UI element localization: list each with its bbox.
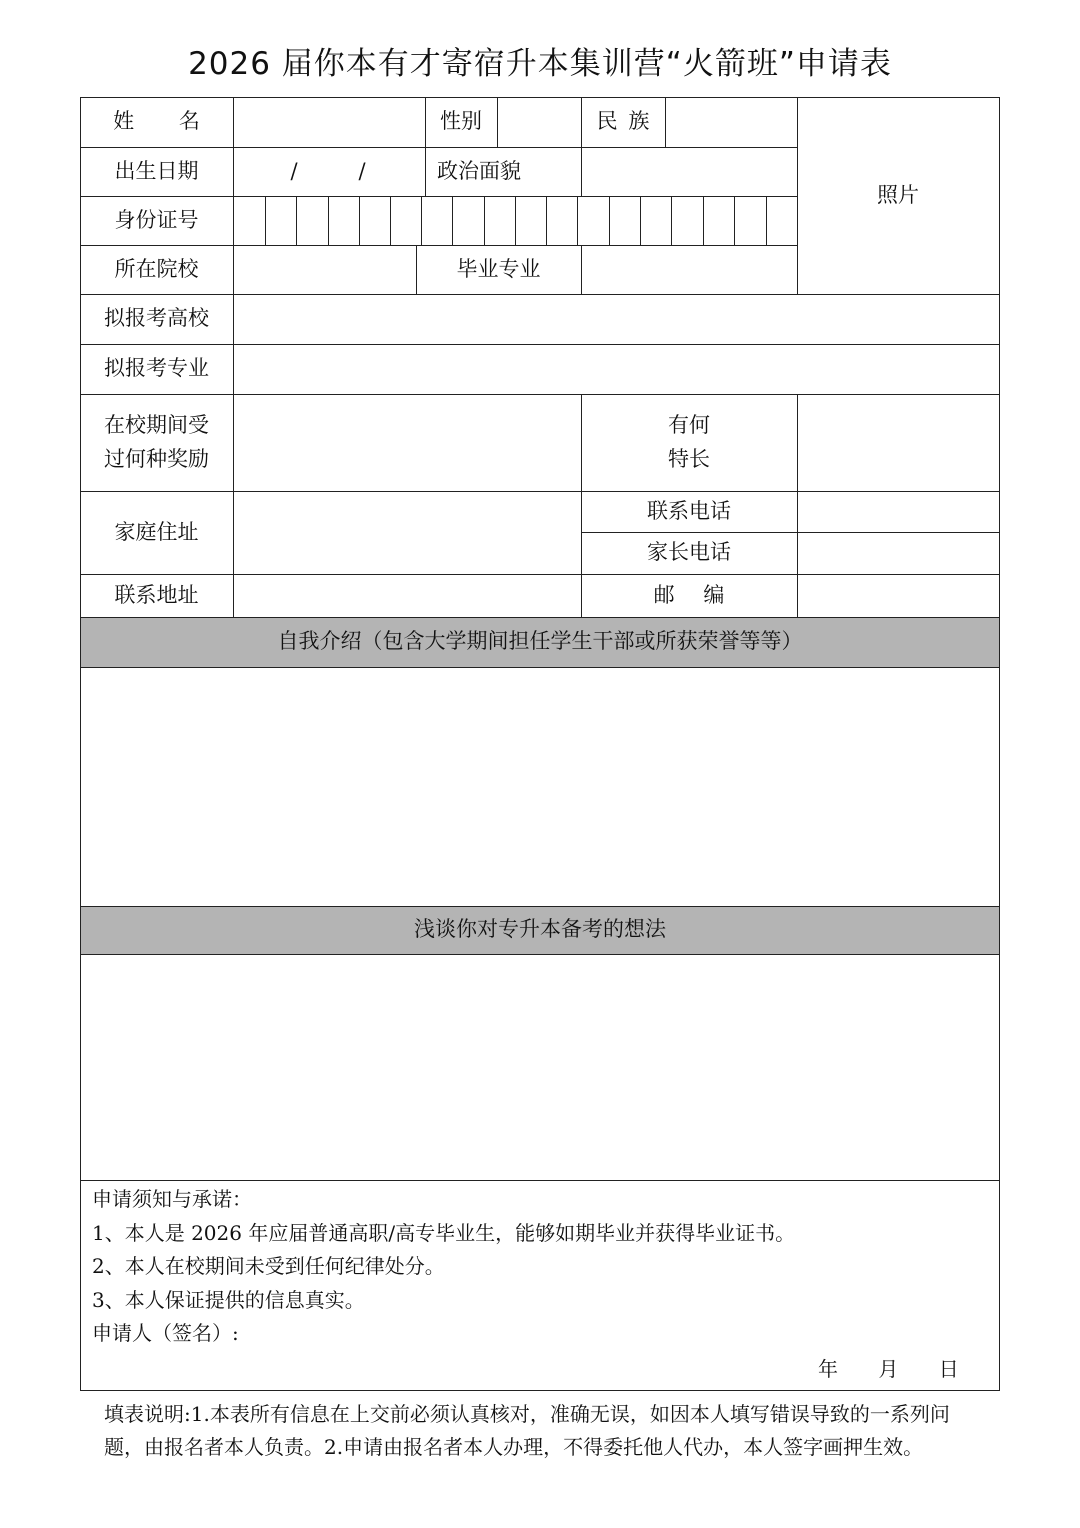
form-title: 2026 届你本有才寄宿升本集训营“火箭班”申请表 xyxy=(188,46,892,82)
political-status-field[interactable] xyxy=(582,148,797,196)
target-major-field[interactable] xyxy=(234,345,999,394)
birth-date-sep-1: / xyxy=(290,158,298,183)
birth-date-field[interactable] xyxy=(234,148,425,196)
thoughts-section-header: 浅谈你对专升本备考的想法 xyxy=(414,917,666,942)
school-field[interactable] xyxy=(234,246,416,294)
awards-label-line-1: 在校期间受 xyxy=(104,412,209,437)
target-school-field[interactable] xyxy=(234,295,999,344)
specialty-label xyxy=(581,394,797,491)
signature-label: 申请人（签名）: xyxy=(92,1321,239,1345)
awards-label xyxy=(80,394,233,491)
parent-phone-label: 家长电话 xyxy=(647,540,731,565)
name-label: 姓 名 xyxy=(113,109,200,134)
ethnicity-field[interactable] xyxy=(666,98,797,147)
mailing-address-label: 联系地址 xyxy=(114,582,199,607)
photo-box[interactable]: 照片 xyxy=(877,182,919,207)
school-label: 所在院校 xyxy=(114,256,199,281)
name-field[interactable] xyxy=(234,98,425,147)
specialty-field[interactable] xyxy=(798,395,999,491)
gender-field[interactable] xyxy=(498,98,581,147)
specialty-label-line-1: 有何 xyxy=(668,412,710,437)
pledge-item-2: 2、本人在校期间未受到任何纪律处分。 xyxy=(92,1254,445,1278)
major-field[interactable] xyxy=(582,246,797,294)
postcode-field[interactable] xyxy=(798,575,999,617)
signature-date: 年 月 日 xyxy=(818,1357,959,1381)
gender-label: 性别 xyxy=(440,109,482,134)
id-number-field[interactable] xyxy=(234,197,797,245)
political-status-label: 政治面貌 xyxy=(437,158,521,183)
intro-section-header: 自我介绍（包含大学期间担任学生干部或所获荣誉等等） xyxy=(277,629,803,654)
birth-date-sep-2: / xyxy=(358,158,366,183)
target-school-label: 拟报考高校 xyxy=(104,306,209,331)
target-major-label: 拟报考专业 xyxy=(104,356,209,381)
home-address-label: 家庭住址 xyxy=(114,519,199,544)
thoughts-textarea[interactable] xyxy=(81,955,999,1180)
mailing-address-field[interactable] xyxy=(234,575,581,617)
form-footnote: 填表说明:1.本表所有信息在上交前必须认真核对，准确无误，如因本人填写错误导致的一系列问题，由报名者本人负责。2.申请由报名者本人办理，不得委托他人代办，本人签字画押生效。 xyxy=(104,1402,950,1459)
pledge-item-1: 1、本人是 2026 年应届普通高职/高专毕业生，能够如期毕业并获得毕业证书。 xyxy=(92,1220,796,1245)
specialty-label-line-2: 特长 xyxy=(668,446,710,471)
postcode-label: 邮 编 xyxy=(653,582,725,607)
intro-textarea[interactable] xyxy=(81,668,999,906)
ethnicity-label: 民 族 xyxy=(596,109,650,134)
birth-date-label: 出生日期 xyxy=(114,158,199,183)
parent-phone-field[interactable] xyxy=(798,533,999,574)
signature-field[interactable] xyxy=(250,1318,750,1352)
major-label: 毕业专业 xyxy=(456,256,541,281)
awards-field[interactable] xyxy=(234,395,581,491)
id-number-label: 身份证号 xyxy=(114,207,199,232)
pledge-item-3: 3、本人保证提供的信息真实。 xyxy=(92,1287,365,1312)
home-address-field[interactable] xyxy=(234,492,581,574)
phone-label: 联系电话 xyxy=(647,498,731,523)
pledge-heading: 申请须知与承诺： xyxy=(92,1187,252,1211)
phone-field[interactable] xyxy=(798,492,999,532)
awards-label-line-2: 过何种奖励 xyxy=(104,446,209,471)
